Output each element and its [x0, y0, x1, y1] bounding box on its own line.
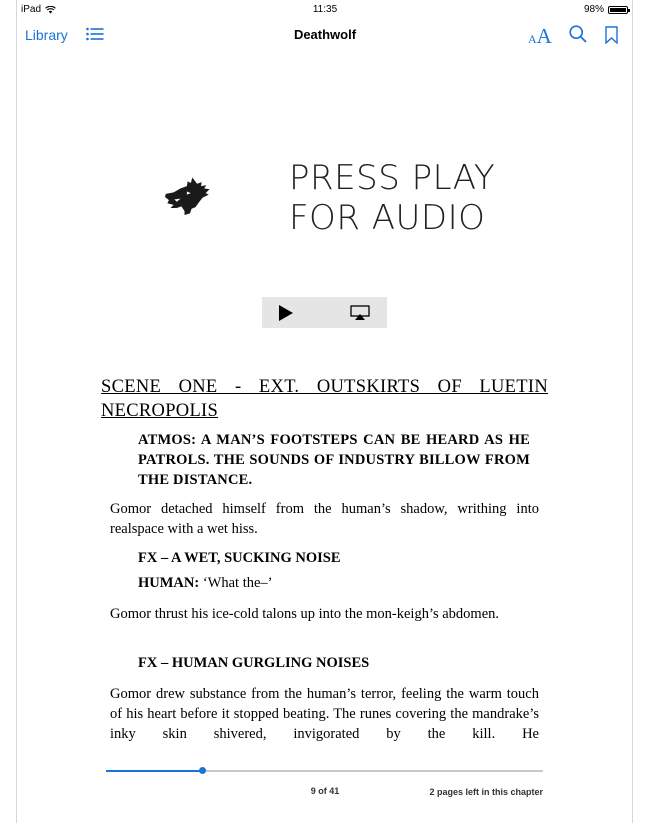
search-icon[interactable] — [569, 25, 587, 43]
scene-heading: SCENE ONE - EXT. OUTSKIRTS OF LUETIN NECROPOLIS — [101, 377, 548, 421]
speaker-label: HUMAN: — [138, 575, 200, 591]
fx-direction-2: FX – HUMAN GURGLING NOISES — [138, 655, 370, 671]
paragraph-3: Gomor drew substance from the human’s terror, feeling the warm touch of his heart before it stopped beating. The runes covering the mandrake’s inky skin shivered, invigorated by the kill. He — [110, 686, 539, 742]
atmos-direction: ATMOS: A MAN’S FOOTSTEPS CAN BE HEARD AS HE PATROLS. THE SOUNDS OF INDUSTRY BILLOW FROM THE DISTANCE. — [138, 432, 530, 488]
play-icon[interactable] — [278, 305, 294, 321]
status-right — [584, 4, 628, 15]
press-play-line-1: PRESS PLAY — [289, 158, 496, 198]
press-play-line-2: FOR AUDIO — [289, 198, 486, 238]
paragraph-1: Gomor detached himself from the human’s shadow, writhing into realspace with a wet hiss. — [110, 501, 539, 537]
device-name: iPad — [21, 4, 42, 15]
wolf-head-logo — [165, 147, 290, 247]
battery-percent: 98% — [583, 4, 604, 15]
font-size-large-a: A — [536, 24, 552, 48]
paragraph-2: Gomor thrust his ice-cold talons up into the mon-keigh’s abdomen. — [110, 606, 500, 622]
page-indicator: 9 of 41 — [310, 786, 340, 796]
page-scrubber-fill — [106, 770, 202, 772]
page-scrubber-track[interactable] — [106, 770, 543, 772]
dialogue-text: ‘What the–’ — [199, 575, 273, 591]
nav-bar — [0, 22, 650, 50]
battery-icon — [608, 6, 628, 14]
pages-left-label: 2 pages left in this chapter — [429, 787, 543, 797]
audio-player — [262, 297, 387, 328]
fx-direction-1: FX – A WET, SUCKING NOISE — [138, 550, 341, 566]
airplay-icon[interactable] — [350, 305, 370, 321]
bookmark-icon[interactable] — [605, 26, 618, 44]
font-size-icon[interactable] — [528, 24, 552, 49]
font-size-small-a: A — [528, 32, 537, 46]
press-play-label — [289, 158, 495, 238]
dialogue-line — [138, 575, 273, 592]
status-time: 11:35 — [312, 4, 338, 15]
book-title: Deathwolf — [293, 27, 357, 42]
status-bar — [0, 0, 650, 18]
library-button[interactable]: Library — [25, 27, 68, 43]
